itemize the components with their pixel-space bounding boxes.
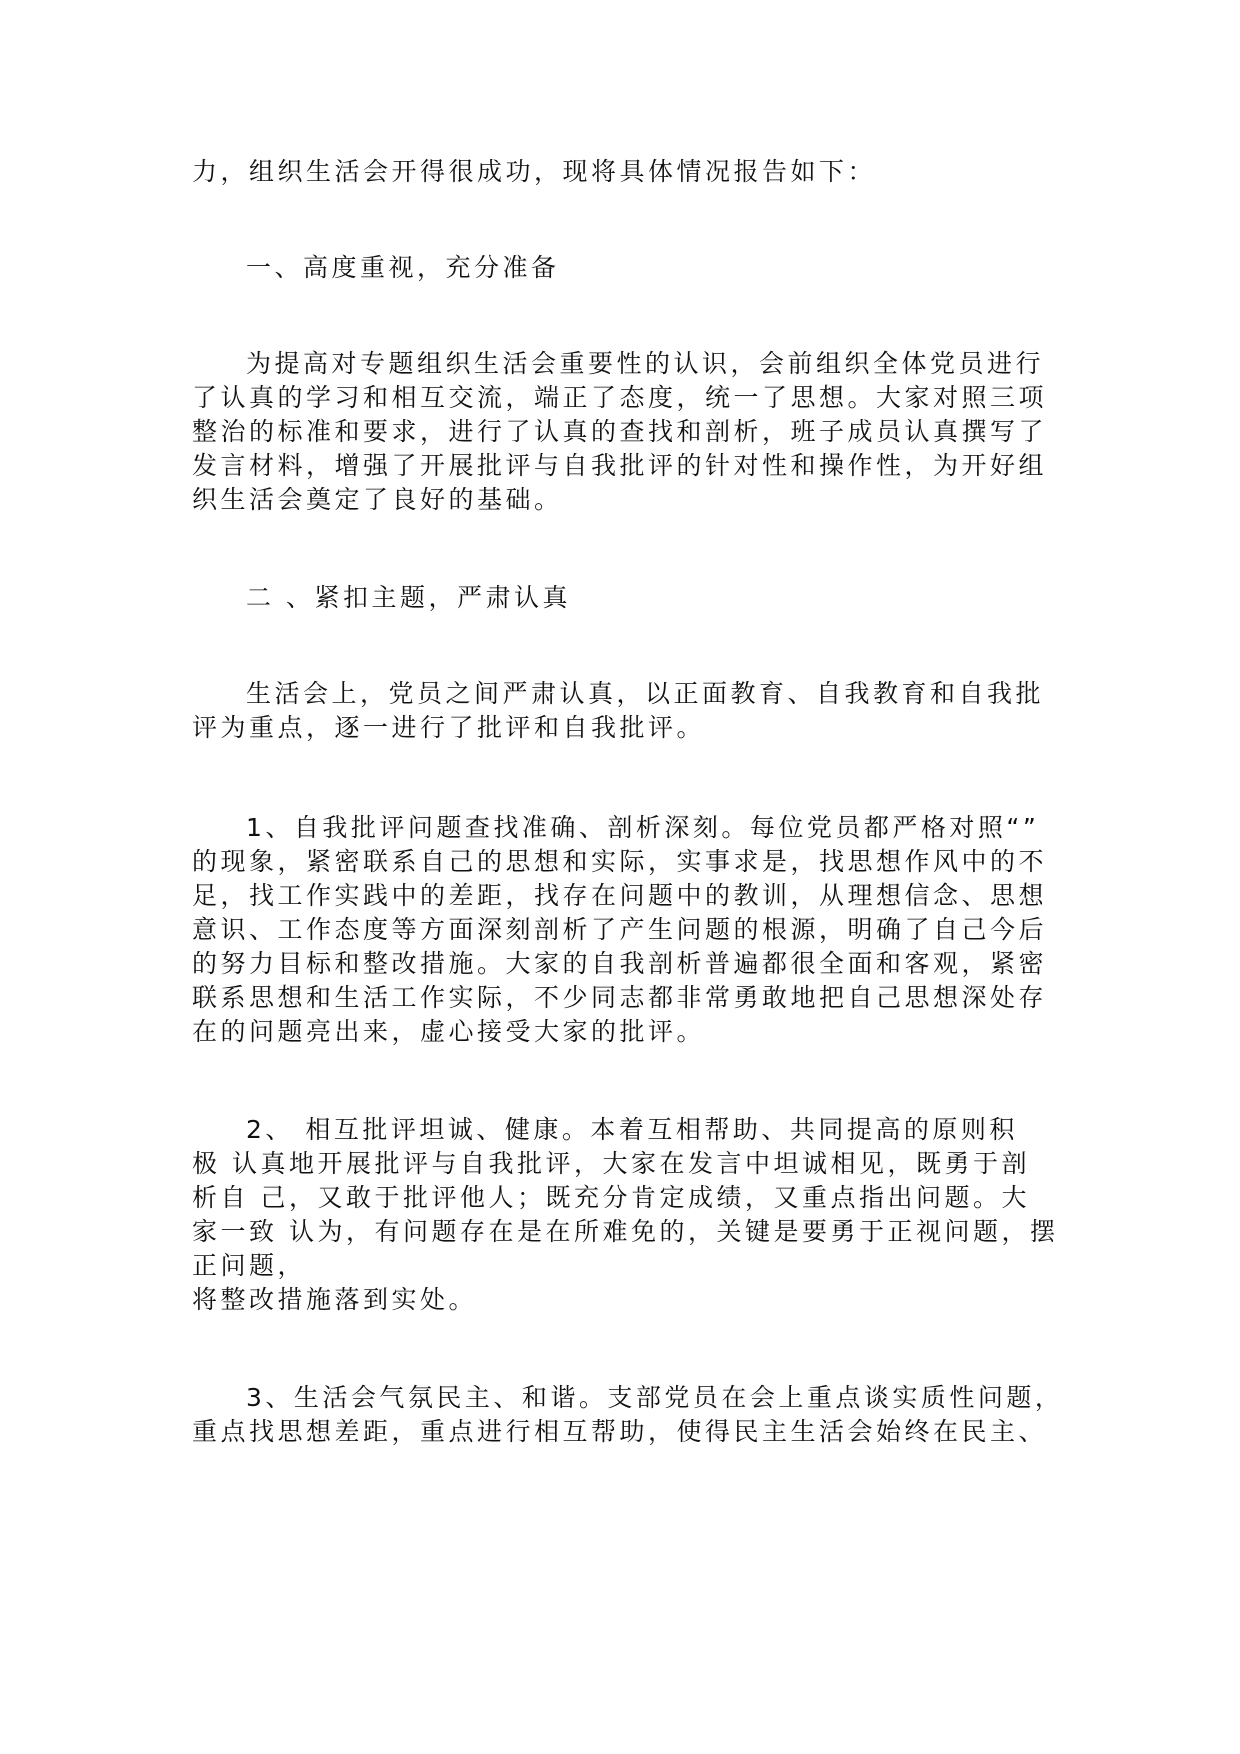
item-1-line: 的现象，紧密联系自己的思想和实际，实事求是，找思想作风中的不: [192, 847, 1048, 876]
item-2-line: 家一致 认为，有问题存在是在所难免的，关键是要勇于正视问题，摆: [192, 1217, 1059, 1246]
section-heading-2: 二 、紧扣主题，严肃认真: [246, 583, 571, 612]
paragraph-line: 评为重点，逐一进行了批评和自我批评。: [192, 713, 706, 742]
item-1-line: 1、自我批评问题查找准确、剖析深刻。每位党员都严格对照“”: [246, 813, 1040, 842]
item-1-line: 联系思想和生活工作实际，不少同志都非常勇敢地把自己思想深处存: [192, 983, 1048, 1012]
item-3-line: 重点找思想差距，重点进行相互帮助，使得民主生活会始终在民主、: [192, 1417, 1048, 1446]
item-1-line: 在的问题亮出来，虚心接受大家的批评。: [192, 1017, 706, 1046]
paragraph-line: 整治的标准和要求，进行了认真的查找和剖析，班子成员认真撰写了: [192, 417, 1048, 446]
item-3-line: 3、生活会气氛民主、和谐。支部党员在会上重点谈实质性问题，: [246, 1383, 1064, 1412]
item-2-line: 2、 相互批评坦诚、健康。本着互相帮助、共同提高的原则积: [246, 1115, 1018, 1144]
section-heading-1: 一、高度重视，充分准备: [246, 253, 560, 282]
paragraph-line: 生活会上，党员之间严肃认真，以正面教育、自我教育和自我批: [246, 679, 1045, 708]
paragraph-line: 了认真的学习和相互交流，端正了态度，统一了思想。大家对照三项: [192, 383, 1048, 412]
item-2-line: 析自 己，又敢于批评他人；既充分肯定成绩，又重点指出问题。大: [192, 1183, 1030, 1212]
paragraph-line: 织生活会奠定了良好的基础。: [192, 485, 563, 514]
item-1-line: 足，找工作实践中的差距，找存在问题中的教训，从理想信念、思想: [192, 881, 1048, 910]
paragraph-line: 发言材料，增强了开展批评与自我批评的针对性和操作性，为开好组: [192, 451, 1048, 480]
item-2-line: 正问题，: [192, 1251, 307, 1280]
item-2-line: 将整改措施落到实处。: [192, 1285, 478, 1314]
item-2-line: 极 认真地开展批评与自我批评，大家在发言中坦诚相见，既勇于剖: [192, 1149, 1030, 1178]
intro-line: 力，组织生活会开得很成功，现将具体情况报告如下：: [192, 157, 877, 186]
item-1-line: 的努力目标和整改措施。大家的自我剖析普遍都很全面和客观，紧密: [192, 949, 1048, 978]
paragraph-line: 为提高对专题组织生活会重要性的认识，会前组织全体党员进行: [246, 349, 1045, 378]
item-1-line: 意识、工作态度等方面深刻剖析了产生问题的根源，明确了自己今后: [192, 915, 1048, 944]
